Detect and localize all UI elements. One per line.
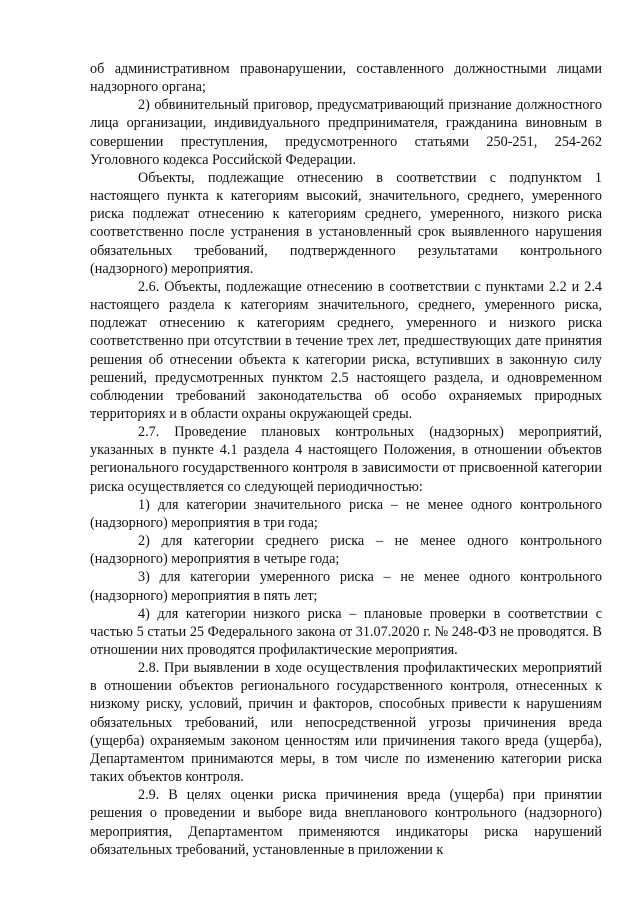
paragraph-2-9: 2.9. В целях оценки риска причинения вреда (ущерба) при принятии решения о проведении и выборе вида внепланового контрольного (надзорного) мероприятия, Департаментом применяются индикаторы риска нарушений обязательных требований, установленные в приложении к: [90, 787, 602, 858]
paragraph-objects-subpoint-1: Объекты, подлежащие отнесению в соответствии с подпунктом 1 настоящего пункта к категориям высокий, значительного, среднего, умеренного риска подлежат отнесению к категориям среднего, умеренного, низкого риска соответственно после устранения в установленный срок выявленного нарушения обязательных требований, подтвержденного результатами контрольного (надзорного) мероприятия.: [90, 169, 602, 277]
list-item-moderate-risk: 3) для категории умеренного риска – не менее одного контрольного (надзорного) мероприятия в пять лет;: [90, 569, 602, 604]
paragraph-item-2-verdict: 2) обвинительный приговор, предусматривающий признание должностного лица организации, индивидуального предпринимателя, гражданина виновным в совершении преступления, предусмотренного статьями 250-251, 254-262 Уголовного кодекса Российской Федерации.: [90, 97, 602, 168]
paragraph-continuation: об административном правонарушении, составленного должностными лицами надзорного органа;: [90, 61, 602, 96]
paragraph-2-6: 2.6. Объекты, подлежащие отнесению в соответствии с пунктами 2.2 и 2.4 настоящего раздела к категориям значительного, среднего, умеренного риска, подлежат отнесению к категориям среднего, умеренного и низкого риска соответственно при отсутствии в течение трех лет, предшествующих дате принятия решения об отнесении объекта к категории риска, вступивших в законную силу решений, предусмотренных пунктом 2.5 настоящего раздела, и одновременном соблюдении требований законодательства об особо охраняемых природных территориях и в области охраны окружающей среды.: [90, 278, 602, 422]
paragraph-2-7: 2.7. Проведение плановых контрольных (надзорных) мероприятий, указанных в пункте 4.1 раздела 4 настоящего Положения, в отношении объектов регионального государственного контроля в зависимости от присвоенной категории риска осуществляется со следующей периодичностью:: [90, 424, 602, 495]
list-item-medium-risk: 2) для категории среднего риска – не менее одного контрольного (надзорного) мероприятия в четыре года;: [90, 533, 602, 568]
paragraph-2-8: 2.8. При выявлении в ходе осуществления профилактических мероприятий в отношении объектов регионального государственного контроля, отнесенных к низкому риску, условий, причин и факторов, способных привести к нарушениям обязательных требований, или непосредственной угрозы причинения вреда (ущерба) охраняемым законом ценностям или причинения такого вреда (ущерба), Департаментом принимаются меры, в том числе по изменению категории риска таких объектов контроля.: [90, 660, 602, 786]
list-item-low-risk: 4) для категории низкого риска – плановые проверки в соответствии с частью 5 статьи 25 Федерального закона от 31.07.2020 г. № 248-ФЗ не проводятся. В отношении них проводятся профилактические мероприятия.: [90, 605, 602, 658]
document-page: [90, 60, 602, 859]
list-item-significant-risk: 1) для категории значительного риска – не менее одного контрольного (надзорного) мероприятия в три года;: [90, 496, 602, 531]
